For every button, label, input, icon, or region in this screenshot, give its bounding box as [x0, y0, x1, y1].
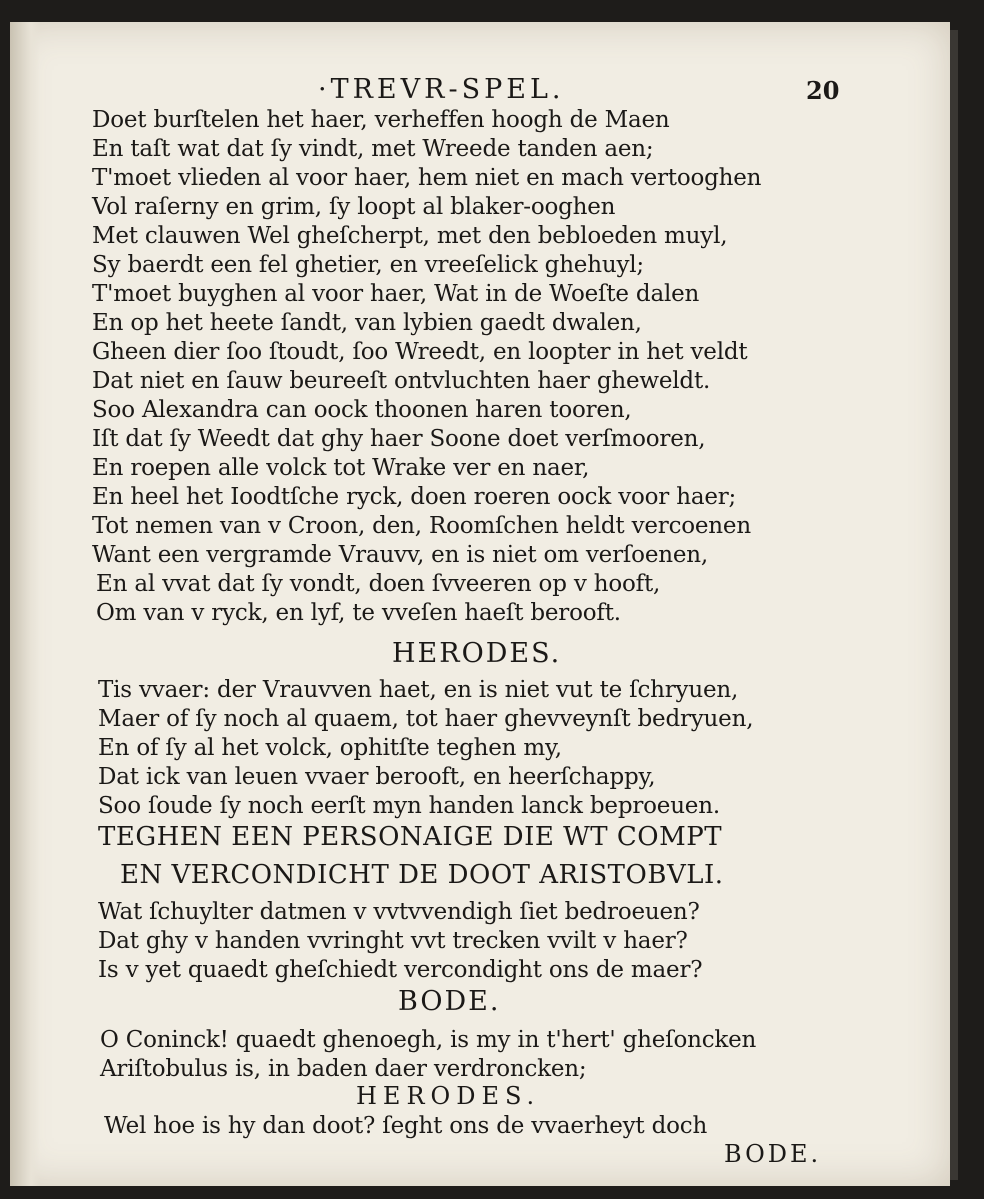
verse-line: En heel het Ioodtſche ryck, doen roeren oock voor haer;	[92, 484, 737, 510]
verse-line: T'moet buyghen al voor haer, Wat in de Woeſte dalen	[92, 281, 700, 307]
running-head: ·TREVR-SPEL.	[318, 74, 565, 105]
page-number: 20	[806, 76, 840, 105]
verse-line: En roepen alle volck tot Wrake ver en naer,	[92, 455, 590, 481]
verse-line: En of ſy al het volck, ophitſte teghen my,	[98, 735, 562, 761]
verse-line: Met clauwen Wel gheſcherpt, met den bebloeden muyl,	[92, 223, 728, 249]
stage-direction: EN VERCONDICHT DE DOOT ARISTOBVLI.	[120, 860, 724, 890]
verse-line: Ariſtobulus is, in baden daer verdroncken;	[100, 1056, 587, 1082]
verse-line: Dat ghy v handen vvringht vvt trecken vvilt v haer?	[98, 928, 688, 954]
verse-line: Dat niet en ſauw beureeſt ontvluchten haer gheweldt.	[92, 368, 711, 394]
verse-line: Is v yet quaedt gheſchiedt vercondight ons de maer?	[98, 957, 703, 983]
verse-line: Vol raſerny en grim, ſy loopt al blaker-ooghen	[92, 194, 616, 220]
speaker-heading: HERODES.	[392, 638, 562, 669]
page-gutter	[10, 22, 40, 1186]
verse-line: Soo Alexandra can oock thoonen haren tooren,	[92, 397, 632, 423]
verse-line: Gheen dier ſoo ſtoudt, ſoo Wreedt, en loopter in het veldt	[92, 339, 748, 365]
page-edge	[950, 30, 958, 1180]
verse-line: Doet burſtelen het haer, verheffen hoogh de Maen	[92, 107, 670, 133]
verse-line: Sy baerdt een fel ghetier, en vreeſelick ghehuyl;	[92, 252, 644, 278]
verse-line: O Coninck! quaedt ghenoegh, is my in t'hert' gheſoncken	[100, 1027, 757, 1053]
catchword: BODE.	[724, 1140, 822, 1168]
verse-line: Want een vergramde Vrauvv, en is niet om verſoenen,	[92, 542, 708, 568]
verse-line: Iſt dat ſy Weedt dat ghy haer Soone doet verſmooren,	[92, 426, 706, 452]
verse-line: Wel hoe is hy dan doot? ſeght ons de vvaerheyt doch	[104, 1113, 708, 1139]
verse-line: Tot nemen van v Croon, den, Roomſchen heldt vercoenen	[92, 513, 751, 539]
verse-line: En op het heete ſandt, van lybien gaedt dwalen,	[92, 310, 642, 336]
verse-line: Om van v ryck, en lyf, te vveſen haeſt berooft.	[96, 600, 621, 626]
page-header	[0, 74, 984, 106]
verse-line: Wat ſchuylter datmen v vvtvvendigh ſiet bedroeuen?	[98, 899, 700, 925]
verse-line: Soo ſoude ſy noch eerſt myn handen lanck beproeuen.	[98, 793, 720, 819]
speaker-heading: BODE.	[398, 986, 501, 1017]
verse-line: Maer of ſy noch al quaem, tot haer ghevveynſt bedryuen,	[98, 706, 754, 732]
speaker-heading: HERODES.	[356, 1082, 541, 1110]
verse-line: Dat ick van leuen vvaer berooft, en heerſchappy,	[98, 764, 656, 790]
verse-line: T'moet vlieden al voor haer, hem niet en mach vertooghen	[92, 165, 762, 191]
verse-line: En al vvat dat ſy vondt, doen ſvveeren op v hooft,	[96, 571, 661, 597]
verse-line: Tis vvaer: der Vrauvven haet, en is niet vut te ſchryuen,	[98, 677, 739, 703]
verse-line: En taſt wat dat ſy vindt, met Wreede tanden aen;	[92, 136, 654, 162]
stage-direction: TEGHEN EEN PERSONAIGE DIE WT COMPT	[98, 822, 723, 852]
